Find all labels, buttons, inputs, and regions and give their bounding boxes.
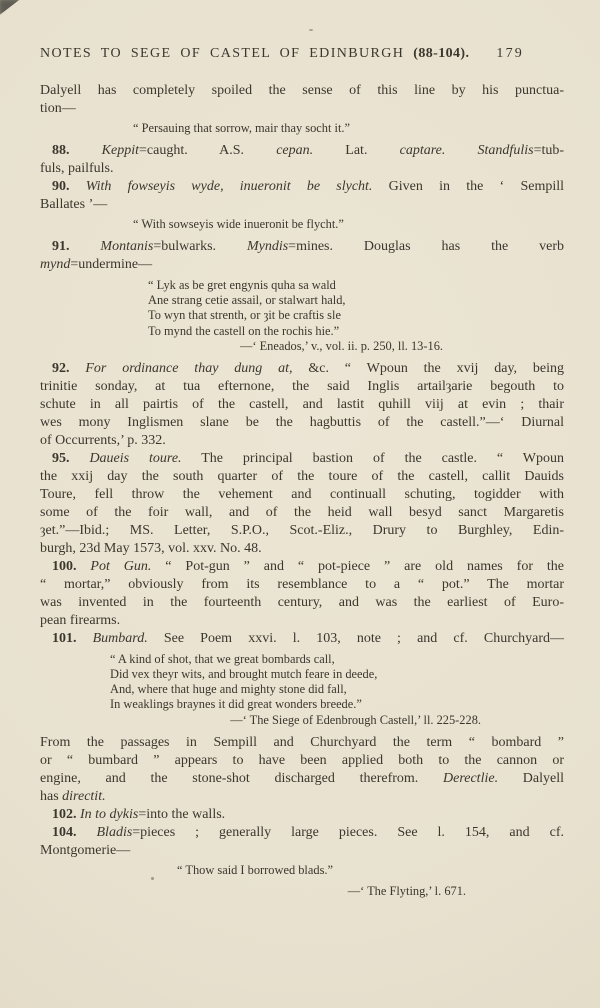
italic-text: directit. [62, 788, 106, 804]
text-run: pean firearms. [40, 612, 121, 628]
text-line [40, 160, 564, 178]
text-line [40, 558, 564, 576]
text-line [40, 842, 564, 860]
paragraph-bombard [40, 734, 564, 806]
text-run: trinitie sonday, at tua efternone, the said Inglis artailȝarie begouth to [40, 378, 564, 394]
text-line [40, 806, 564, 824]
italic-text: Myndis [246, 239, 289, 254]
text-line [40, 630, 564, 648]
text-run: “ Pot-gun ” and “ pot-piece ” are old names for the [151, 558, 564, 574]
italic-text: Daueis toure. [89, 450, 182, 466]
note-number: 92. [52, 360, 70, 376]
note-90 [40, 178, 564, 214]
text-line [40, 594, 564, 612]
text-line [40, 540, 564, 558]
text-line [40, 734, 564, 752]
text-run [70, 179, 86, 194]
text-line [40, 504, 564, 522]
text-line [40, 788, 564, 806]
note-number: 102. [52, 806, 77, 822]
page-number: 179 [496, 46, 524, 61]
text-line [40, 178, 564, 196]
text-run: burgh, 23d May 1573, vol. xxv. No. 48. [40, 540, 262, 556]
text-run: =bulwarks. [153, 239, 247, 254]
text-line [40, 256, 564, 274]
text-line [40, 612, 564, 630]
note-number: 91. [52, 239, 70, 254]
text-run: wes mony Inglismen slane be the hagbuttis of the castell.”—‘ Diurnal [40, 414, 564, 430]
text-line [40, 432, 564, 450]
text-line [40, 522, 564, 540]
verse-line [148, 308, 564, 323]
note-number: 100. [52, 558, 77, 574]
note-number: 101. [52, 630, 77, 646]
text-run: has [40, 788, 63, 804]
text-line [40, 414, 564, 432]
note-number: 95. [52, 450, 70, 466]
note-101 [40, 630, 564, 648]
text-run: Did vex theyr wits, and brought mutch feare in deede, [110, 667, 378, 682]
text-line [40, 770, 564, 788]
text-run: “ Lyk as be gret engynis quha sa wald [148, 278, 336, 292]
running-header [40, 46, 564, 62]
text-run: To wyn that strenth, or ȝit be craftis sle [148, 308, 341, 323]
text-run [70, 451, 90, 466]
italic-text: Montanis [100, 239, 154, 254]
text-run: =tub- [533, 143, 565, 158]
text-run [77, 631, 93, 646]
text-run: Given in the ‘ Sempill [372, 179, 565, 194]
text-run: Toure, fell throw the vehement and continuall schuting, togidder with [40, 486, 564, 502]
quote-thow-said [177, 863, 564, 878]
text-run: “ Persauing that sorrow, mair thay socht it.” [133, 121, 351, 135]
attribution-flyting [40, 884, 564, 899]
text-run [70, 239, 101, 254]
paragraph-dalyell [40, 82, 564, 118]
text-run: ȝet.”—Ibid.; MS. Letter, S.P.O., Scot.-Eliz., Drury to Burghley, Edin- [40, 522, 564, 538]
text-run: tion— [40, 101, 76, 116]
text-line [40, 82, 564, 100]
italic-text: In to dykis [80, 806, 139, 822]
note-number: 88. [52, 143, 70, 158]
text-line [40, 100, 564, 118]
text-line [40, 396, 564, 414]
text-run: =into the walls. [138, 806, 226, 822]
italic-text: Bladis [96, 824, 133, 840]
text-run [70, 361, 86, 376]
verse-line [110, 652, 564, 667]
text-run [77, 825, 97, 840]
text-run: “ Thow said I borrowed blads.” [177, 862, 333, 877]
text-run: schute in all pairtis of the castell, and lastit quhill viij at evin ; thair [40, 396, 564, 412]
text-run: “ With sowseyis wide inueronit be flycht.” [133, 217, 344, 231]
verse-line [110, 697, 564, 712]
text-line [40, 486, 564, 504]
italic-text: Keppit [101, 143, 140, 158]
text-run [445, 143, 477, 158]
text-run: Montgomerie— [40, 842, 131, 858]
note-92 [40, 360, 564, 450]
note-91 [40, 238, 564, 274]
italic-text: Derectlie. [443, 770, 499, 786]
text-line [40, 238, 564, 256]
attribution-siege [40, 713, 564, 728]
verse-line [148, 278, 564, 293]
verse-line [177, 863, 564, 878]
text-line [40, 378, 564, 396]
text-line [40, 824, 564, 842]
text-run: Dalyell [498, 770, 564, 786]
verse-line [133, 121, 564, 136]
note-88 [40, 142, 564, 178]
page-body [40, 82, 564, 899]
text-run: fuls, pailfuls. [40, 161, 114, 176]
verse-eneados [148, 278, 564, 339]
note-102 [40, 806, 564, 824]
text-run: Lat. [313, 143, 400, 158]
text-line [40, 468, 564, 486]
text-run: To mynd the castell on the rochis hie.” [148, 323, 340, 338]
scan-speck [309, 29, 313, 31]
verse-line [110, 682, 564, 697]
text-run: Dalyell has completely spoiled the sense of this line by his punctua- [40, 83, 564, 98]
text-run [77, 559, 91, 574]
italic-text: Standfulis [477, 143, 534, 158]
text-run: was invented in the fourteenth century, and was the earliest of Euro- [40, 594, 564, 610]
text-run: or “ bumbard ” appears to have been applied both to the cannon or [40, 752, 564, 768]
quote-sowseyis [133, 217, 564, 232]
text-line [40, 752, 564, 770]
text-line [40, 196, 564, 214]
text-run: And, where that huge and mighty stone did fall, [110, 682, 347, 697]
text-line [40, 576, 564, 594]
text-line [40, 450, 564, 468]
text-run: Ballates ’— [40, 197, 108, 212]
text-line [40, 360, 564, 378]
italic-text: Bumbard. [92, 630, 148, 646]
text-run: Ane strang cetie assail, or stalwart hald, [148, 293, 346, 308]
verse-churchyard [110, 652, 564, 713]
attribution-eneados [40, 339, 564, 354]
text-run: the xxij day the south quarter of the toure of the castell, callit Dauids [40, 468, 564, 484]
text-run: The principal bastion of the castle. “ Wpoun [181, 450, 564, 466]
italic-text: For ordinance thay dung at, [85, 360, 293, 376]
italic-text: Pot Gun. [90, 558, 152, 574]
note-100 [40, 558, 564, 630]
text-line [40, 142, 564, 160]
header-line-range: (88-104). [413, 46, 470, 61]
text-run: =undermine— [70, 257, 153, 272]
text-run: &c. “ Wpoun the xvij day, being [292, 360, 565, 376]
text-run: some of the foir wall, and of the heid wall besyd sanct Margaretis [40, 504, 564, 520]
text-run: From the passages in Sempill and Churchyard the term “ bombard ” [40, 734, 564, 750]
italic-text: cepan. [276, 143, 314, 158]
text-run: of Occurrents,’ p. 332. [40, 432, 166, 448]
italic-text: mynd [40, 257, 71, 272]
italic-text: captare. [399, 143, 446, 158]
text-run: —‘ Eneados,’ v., vol. ii. p. 250, ll. 13-16. [239, 338, 443, 353]
header-title: NOTES TO SEGE OF CASTEL OF EDINBURGH [40, 46, 405, 61]
quote-persauing [133, 121, 564, 136]
text-run: =pieces ; generally large pieces. See l. 154, and cf. [132, 824, 565, 840]
text-run: —‘ The Flyting,’ l. 671. [347, 883, 466, 898]
scan-corner-artifact [0, 0, 23, 17]
text-run: —‘ The Siege of Edenbrough Castell,’ ll. 225-228. [230, 712, 481, 727]
text-run: In weaklings braynes it did great wonders breede.” [110, 697, 362, 712]
note-104 [40, 824, 564, 860]
verse-line [148, 324, 564, 339]
note-95 [40, 450, 564, 558]
verse-line [148, 293, 564, 308]
italic-text: With fowseyis wyde, inueronit be slycht. [85, 179, 373, 194]
text-run [70, 143, 102, 158]
note-number: 104. [52, 824, 77, 840]
verse-line [110, 667, 564, 682]
text-run: =mines. Douglas has the verb [288, 239, 564, 254]
page-content [40, 46, 564, 905]
text-run: “ A kind of shot, that we great bombards call, [110, 651, 335, 666]
text-run: See Poem xxvi. l. 103, note ; and cf. Churchyard— [147, 630, 564, 646]
text-run: =caught. A.S. [139, 143, 277, 158]
note-number: 90. [52, 179, 70, 194]
text-run: “ mortar,” obviously from its resemblance to a “ pot.” The mortar [40, 576, 564, 592]
verse-line [133, 217, 564, 232]
text-run: engine, and the stone-shot discharged therefrom. [40, 770, 443, 786]
